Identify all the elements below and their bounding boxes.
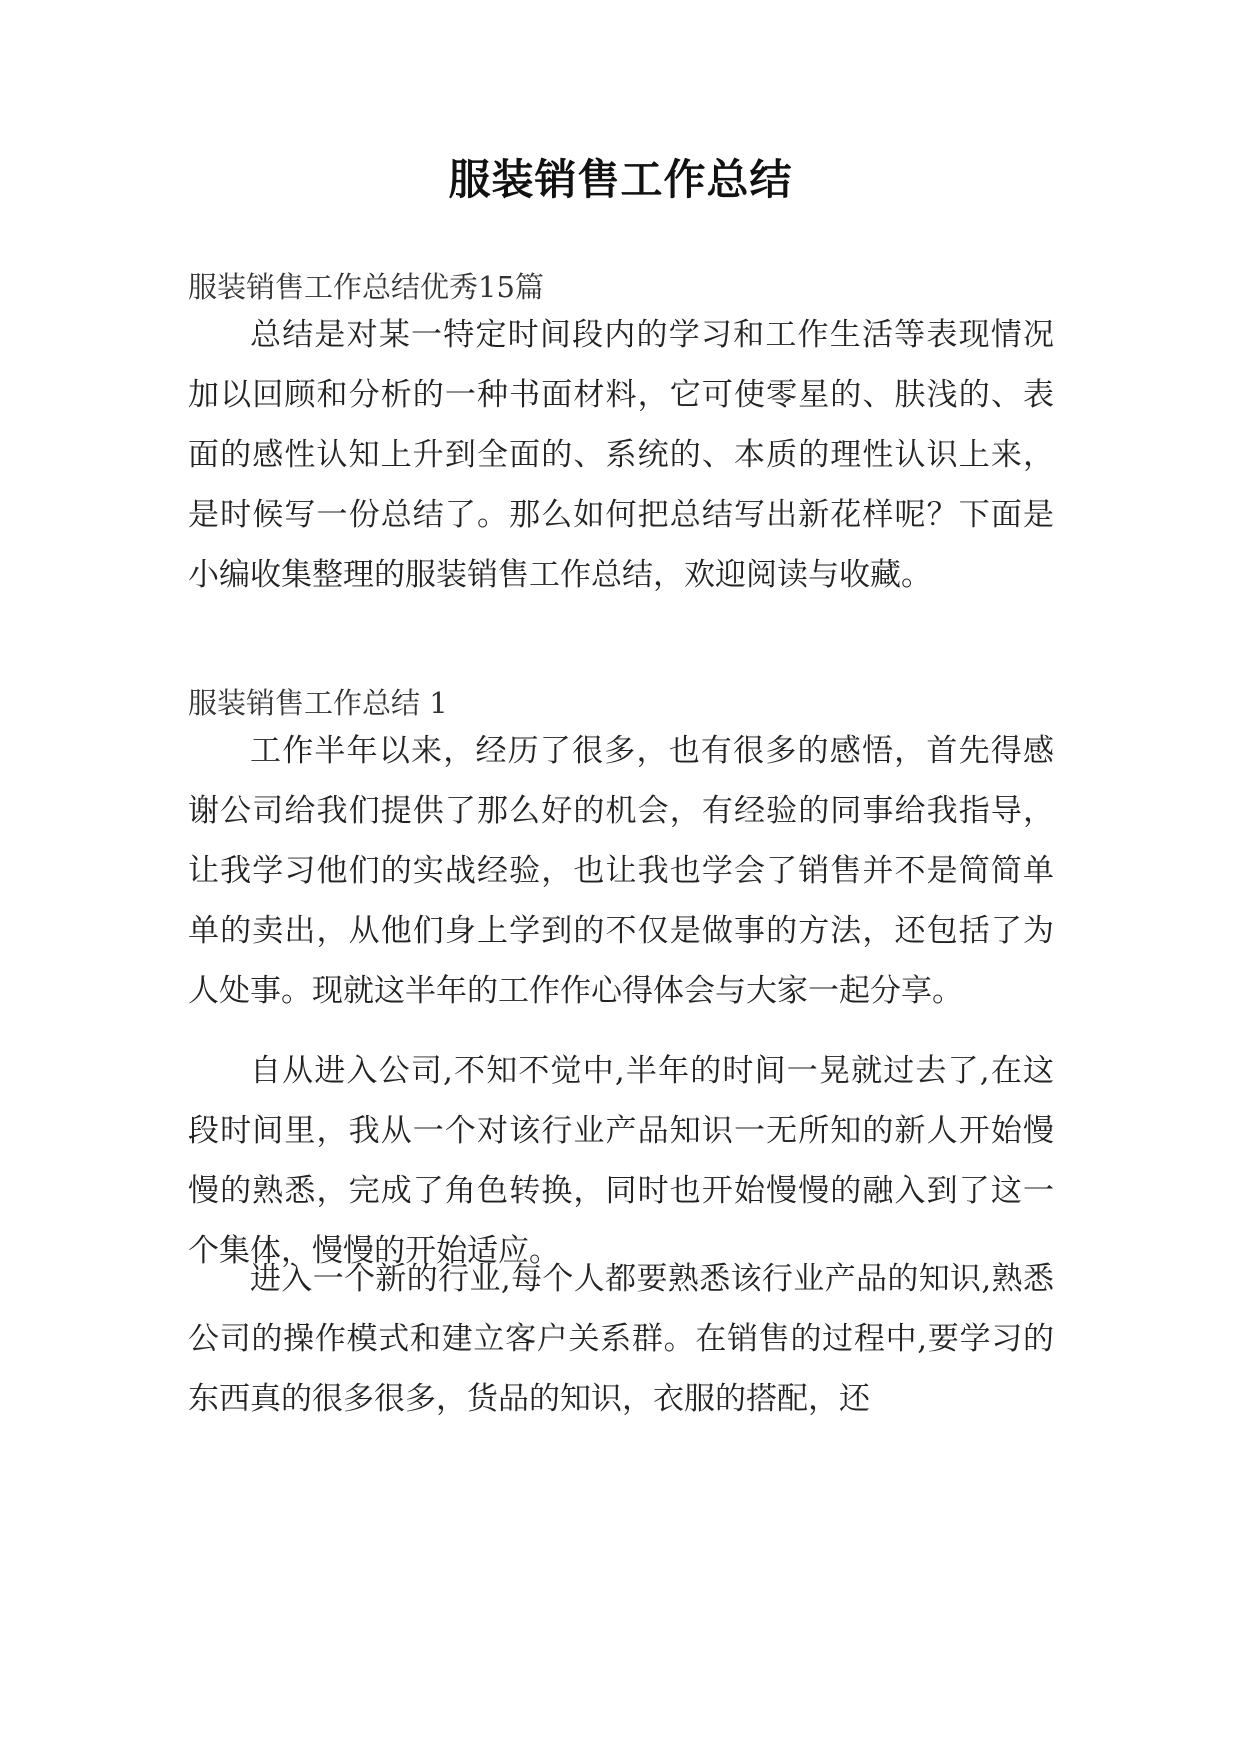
intro-paragraph: 总结是对某一特定时间段内的学习和工作生活等表现情况加以回顾和分析的一种书面材料，它可使零星的、肤浅的、表面的感性认知上升到全面的、系统的、本质的理性认识上来，是时候写一份总结了。那么如何把总结写出新花样呢？下面是小编收集整理的服装销售工作总结，欢迎阅读与收藏。 <box>188 317 1054 593</box>
section-heading: 服装销售工作总结 1 <box>188 686 448 720</box>
document-title: 服装销售工作总结 <box>448 155 793 204</box>
body-paragraph-2: 自从进入公司,不知不觉中,半年的时间一晃就过去了,在这段时间里，我从一个对该行业产品知识一无所知的新人开始慢慢的熟悉，完成了角色转换，同时也开始慢慢的融入到了这一个集体，慢慢的开始适应。 <box>188 1053 1054 1269</box>
body-paragraph-1: 工作半年以来，经历了很多，也有很多的感悟，首先得感谢公司给我们提供了那么好的机会，有经验的同事给我指导，让我学习他们的实战经验，也让我也学会了销售并不是简简单单的卖出，从他们身上学到的不仅是做事的方法，还包括了为人处事。现就这半年的工作作心得体会与大家一起分享。 <box>188 733 1054 1009</box>
body-paragraph-3: 进入一个新的行业,每个人都要熟悉该行业产品的知识,熟悉公司的操作模式和建立客户关系群。在销售的过程中,要学习的东西真的很多很多，货品的知识，衣服的搭配，还 <box>188 1261 1054 1417</box>
document-subtitle: 服装销售工作总结优秀15篇 <box>188 270 544 304</box>
